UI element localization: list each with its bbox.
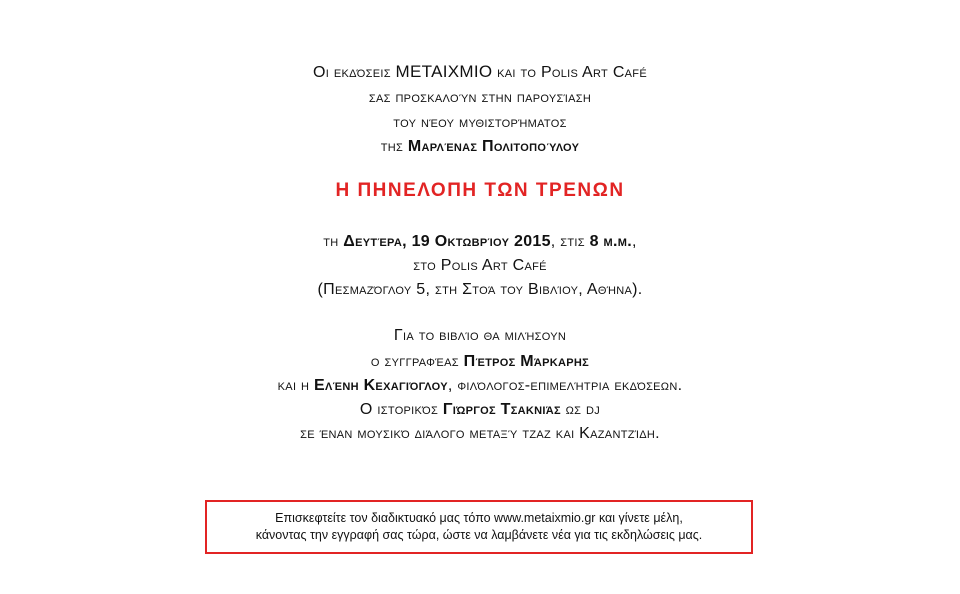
- event-time: 8 μ.μ.: [589, 233, 632, 250]
- intro-line-2: σας προσκαλούν στην παρουσίαση: [368, 89, 592, 106]
- author-name: Μαρλένας Πολιτοπούλου: [407, 138, 580, 155]
- intro-text: Οι εκδόσεις: [313, 64, 396, 81]
- speaker-text: ο συγγραφέας: [370, 353, 464, 370]
- speaker-name: Πέτρος Μάρκαρης: [463, 353, 590, 370]
- website-notice-box: [205, 500, 753, 554]
- event-text: τη: [323, 233, 344, 250]
- speakers-line-3: [0, 376, 960, 396]
- speakers-line-2: [0, 352, 960, 372]
- intro-text: της: [380, 138, 408, 155]
- speakers-line-4: [0, 400, 960, 420]
- speaker-text: , φιλόλογος-επιμελήτρια εκδόσεων.: [447, 377, 683, 394]
- speakers-line-1: Για το βιβλίο θα μιλήσουν: [393, 327, 567, 344]
- book-title: Η ΠΗΝΕΛΟΠΗ ΤΩΝ ΤΡΕΝΩΝ: [335, 180, 625, 201]
- speakers-line-5: σε έναν μουσικό διάλογο μεταξύ τζαζ και Καζαντζίδη.: [300, 425, 660, 442]
- event-address: (Πεσμαζόγλου 5, στη Στοά του Βιβλίου, Αθήνα).: [317, 281, 643, 298]
- event-date: Δευτέρα, 19 Οκτωβρίου 2015: [343, 233, 551, 250]
- event-line-2: στο Polis Art Café: [413, 257, 547, 274]
- intro-line-3: του νέου μυθιστορήματος: [393, 114, 567, 131]
- speaker-text: ως dj: [560, 401, 601, 418]
- event-text: ,: [631, 233, 637, 250]
- speaker-name: Γιώργος Τσακνιάς: [442, 401, 561, 418]
- website-notice-line-1: Επισκεφτείτε τον διαδικτυακό μας τόπο www.metaixmio.gr και γίνετε μέλη,: [275, 511, 683, 525]
- speaker-text: και η: [277, 377, 315, 394]
- speaker-text: Ο ιστορικός: [359, 401, 443, 418]
- speaker-name: Ελένη Κεχαγιόγλου: [314, 377, 448, 394]
- publisher-name: ΜΕΤΑΙΧΜΙΟ: [395, 62, 493, 81]
- intro-line-4: [0, 137, 960, 157]
- intro-text: και το: [492, 64, 541, 81]
- event-line-1: [0, 232, 960, 252]
- venue-name: Polis Art Café: [540, 64, 647, 81]
- website-notice-line-2: κάνοντας την εγγραφή σας τώρα, ώστε να λαμβάνετε νέα για τις εκδηλώσεις μας.: [255, 528, 703, 542]
- event-text: , στις: [550, 233, 590, 250]
- intro-line-1: [0, 62, 960, 83]
